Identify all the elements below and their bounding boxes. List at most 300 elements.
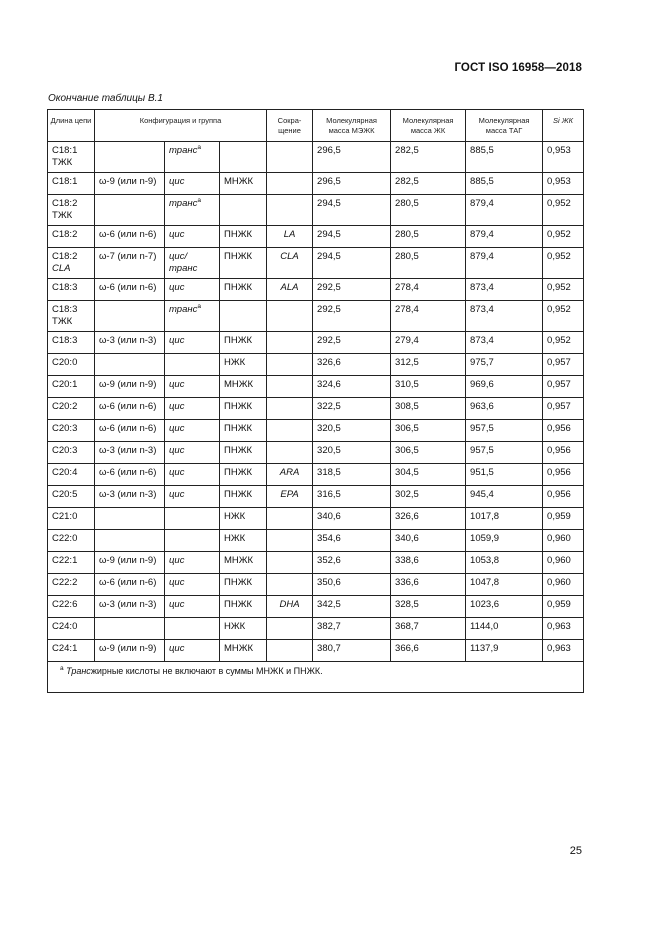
cell-abbreviation <box>267 530 313 552</box>
cell-config <box>165 530 220 552</box>
fa-value: 279,4 <box>395 335 419 346</box>
si-value: 0,952 <box>547 229 571 240</box>
chain-value: C24:1 <box>52 643 78 654</box>
cell-config <box>165 486 220 508</box>
fame-value: 320,5 <box>317 445 341 456</box>
fame-value: 294,5 <box>317 198 341 209</box>
omega-value: ω-9 (или n-9) <box>99 379 157 390</box>
header-abbreviation: Сокра-щение <box>267 110 313 142</box>
cell-mol-mass-tag <box>466 248 543 279</box>
group-value: ПНЖК <box>224 423 252 434</box>
chain-value: C18:1 <box>52 145 78 156</box>
config-value: транс <box>169 198 198 209</box>
cell-abbreviation <box>267 279 313 301</box>
cell-mol-mass-tag <box>466 226 543 248</box>
chain-value: C20:3 <box>52 445 78 456</box>
cell-abbreviation <box>267 248 313 279</box>
config-value: цис <box>169 379 185 390</box>
cell-group <box>220 640 267 662</box>
header-mol-mass-fa: Молекулярная масса ЖК <box>391 110 466 142</box>
cell-mol-mass-fa <box>391 354 466 376</box>
cell-abbreviation <box>267 574 313 596</box>
cell-si <box>543 173 584 195</box>
table-row <box>48 596 584 618</box>
fame-value: 340,6 <box>317 511 341 522</box>
config-value: цис <box>169 229 185 240</box>
cell-si <box>543 332 584 354</box>
tag-value: 969,6 <box>470 379 494 390</box>
fame-value: 294,5 <box>317 251 341 262</box>
si-value: 0,956 <box>547 489 571 500</box>
fa-value: 340,6 <box>395 533 419 544</box>
config-value: цис <box>169 423 185 434</box>
fatty-acids-table <box>47 109 584 693</box>
group-value: НЖК <box>224 357 246 368</box>
config-value: цис <box>169 176 185 187</box>
table-body <box>48 142 584 662</box>
cell-omega <box>95 332 165 354</box>
fa-value: 338,6 <box>395 555 419 566</box>
cell-config <box>165 332 220 354</box>
cell-chain-length <box>48 376 95 398</box>
cell-si <box>543 248 584 279</box>
cell-config <box>165 508 220 530</box>
table-row <box>48 332 584 354</box>
cell-mol-mass-fa <box>391 530 466 552</box>
cell-mol-mass-tag <box>466 332 543 354</box>
cell-mol-mass-fa <box>391 574 466 596</box>
table-row <box>48 173 584 195</box>
chain-value: C18:3 <box>52 304 78 315</box>
fa-value: 302,5 <box>395 489 419 500</box>
cell-mol-mass-fa <box>391 508 466 530</box>
config-value: цис/ <box>169 251 188 262</box>
si-value: 0,956 <box>547 423 571 434</box>
omega-value: ω-7 (или n-7) <box>99 251 157 262</box>
cell-si <box>543 552 584 574</box>
fa-value: 310,5 <box>395 379 419 390</box>
abbreviation-value: DHA <box>279 599 300 610</box>
table-row <box>48 195 584 226</box>
cell-group <box>220 226 267 248</box>
table-row <box>48 354 584 376</box>
config-value: цис <box>169 335 185 346</box>
group-value: НЖК <box>224 511 246 522</box>
si-value: 0,952 <box>547 335 571 346</box>
cell-mol-mass-fame <box>313 301 391 332</box>
table-row <box>48 640 584 662</box>
cell-mol-mass-fa <box>391 618 466 640</box>
group-value: ПНЖК <box>224 445 252 456</box>
fame-value: 382,7 <box>317 621 341 632</box>
cell-abbreviation <box>267 486 313 508</box>
omega-value: ω-6 (или n-6) <box>99 467 157 478</box>
cell-group <box>220 574 267 596</box>
cell-mol-mass-tag <box>466 508 543 530</box>
config-value: цис <box>169 643 185 654</box>
cell-mol-mass-fa <box>391 279 466 301</box>
config-value: цис <box>169 555 185 566</box>
tag-value: 879,4 <box>470 198 494 209</box>
si-value: 0,953 <box>547 145 571 156</box>
cell-mol-mass-tag <box>466 301 543 332</box>
cell-mol-mass-fame <box>313 195 391 226</box>
fa-value: 280,5 <box>395 229 419 240</box>
cell-chain-length <box>48 279 95 301</box>
config-value: цис <box>169 489 185 500</box>
cell-config <box>165 248 220 279</box>
cell-abbreviation <box>267 596 313 618</box>
cell-omega <box>95 142 165 173</box>
omega-value: ω-6 (или n-6) <box>99 577 157 588</box>
si-value: 0,959 <box>547 599 571 610</box>
cell-config <box>165 398 220 420</box>
header-chain-length: Длина цепи <box>48 110 95 142</box>
chain-value: C18:2 <box>52 198 78 209</box>
chain-value: C18:2 <box>52 229 78 240</box>
cell-chain-length <box>48 301 95 332</box>
si-value: 0,956 <box>547 445 571 456</box>
cell-abbreviation <box>267 442 313 464</box>
fame-value: 354,6 <box>317 533 341 544</box>
cell-chain-length <box>48 173 95 195</box>
tag-value: 873,4 <box>470 304 494 315</box>
abbreviation-value: ARA <box>279 467 300 478</box>
cell-chain-length <box>48 640 95 662</box>
chain-value: C22:2 <box>52 577 78 588</box>
chain-value: C20:5 <box>52 489 78 500</box>
cell-si <box>543 354 584 376</box>
cell-group <box>220 552 267 574</box>
si-value: 0,952 <box>547 198 571 209</box>
table-row <box>48 376 584 398</box>
config-value: цис <box>169 467 185 478</box>
cell-mol-mass-tag <box>466 552 543 574</box>
cell-abbreviation <box>267 354 313 376</box>
footnote-marker: a <box>60 665 64 672</box>
cell-group <box>220 398 267 420</box>
cell-si <box>543 442 584 464</box>
fame-value: 292,5 <box>317 304 341 315</box>
abbreviation-value: EPA <box>280 489 299 500</box>
cell-abbreviation <box>267 464 313 486</box>
cell-omega <box>95 508 165 530</box>
cell-mol-mass-fa <box>391 142 466 173</box>
table-header-row <box>48 110 584 142</box>
cell-omega <box>95 226 165 248</box>
si-value: 0,957 <box>547 357 571 368</box>
abbreviation-value: ALA <box>280 282 299 293</box>
fa-value: 326,6 <box>395 511 419 522</box>
cell-omega <box>95 301 165 332</box>
tag-value: 1059,9 <box>470 533 500 544</box>
tag-value: 1017,8 <box>470 511 500 522</box>
cell-abbreviation <box>267 173 313 195</box>
table-row <box>48 508 584 530</box>
table-row <box>48 552 584 574</box>
cell-omega <box>95 486 165 508</box>
abbreviation-value: CLA <box>280 251 299 262</box>
cell-omega <box>95 552 165 574</box>
group-value: МНЖК <box>224 643 254 654</box>
fa-value: 328,5 <box>395 599 419 610</box>
cell-mol-mass-fa <box>391 442 466 464</box>
header-configuration-group: Конфигурация и группа <box>95 110 267 142</box>
cell-chain-length <box>48 195 95 226</box>
fame-value: 380,7 <box>317 643 341 654</box>
fame-value: 342,5 <box>317 599 341 610</box>
cell-group <box>220 354 267 376</box>
document-standard-header: ГОСТ ISO 16958—2018 <box>454 62 582 74</box>
cell-mol-mass-tag <box>466 173 543 195</box>
omega-value: ω-3 (или n-3) <box>99 599 157 610</box>
cell-mol-mass-fame <box>313 173 391 195</box>
group-value: ПНЖК <box>224 335 252 346</box>
fame-value: 352,6 <box>317 555 341 566</box>
si-value: 0,960 <box>547 577 571 588</box>
cell-mol-mass-tag <box>466 195 543 226</box>
si-value: 0,953 <box>547 176 571 187</box>
fame-value: 326,6 <box>317 357 341 368</box>
chain-value: C20:2 <box>52 401 78 412</box>
tag-value: 1047,8 <box>470 577 500 588</box>
cell-omega <box>95 376 165 398</box>
group-value: ПНЖК <box>224 401 252 412</box>
table-row <box>48 486 584 508</box>
cell-group <box>220 508 267 530</box>
omega-value: ω-9 (или n-9) <box>99 555 157 566</box>
si-value: 0,963 <box>547 621 571 632</box>
tag-value: 873,4 <box>470 335 494 346</box>
group-value: ПНЖК <box>224 489 252 500</box>
cell-si <box>543 574 584 596</box>
cell-chain-length <box>48 332 95 354</box>
cell-chain-length <box>48 552 95 574</box>
fa-value: 306,5 <box>395 423 419 434</box>
cell-mol-mass-tag <box>466 596 543 618</box>
config-value: цис <box>169 401 185 412</box>
omega-value: ω-6 (или n-6) <box>99 229 157 240</box>
cell-mol-mass-fa <box>391 226 466 248</box>
cell-omega <box>95 354 165 376</box>
si-value: 0,959 <box>547 511 571 522</box>
cell-abbreviation <box>267 552 313 574</box>
chain-value: C22:6 <box>52 599 78 610</box>
cell-group <box>220 173 267 195</box>
tag-value: 885,5 <box>470 145 494 156</box>
cell-si <box>543 301 584 332</box>
cell-omega <box>95 596 165 618</box>
cell-omega <box>95 640 165 662</box>
cell-abbreviation <box>267 398 313 420</box>
fa-value: 280,5 <box>395 251 419 262</box>
cell-omega <box>95 279 165 301</box>
table-row <box>48 142 584 173</box>
cell-group <box>220 332 267 354</box>
chain-value: C22:1 <box>52 555 78 566</box>
config-footnote-marker: a <box>197 196 201 204</box>
cell-mol-mass-tag <box>466 464 543 486</box>
cell-mol-mass-tag <box>466 142 543 173</box>
tag-value: 951,5 <box>470 467 494 478</box>
fame-value: 324,6 <box>317 379 341 390</box>
tag-value: 885,5 <box>470 176 494 187</box>
tag-value: 945,4 <box>470 489 494 500</box>
cell-omega <box>95 420 165 442</box>
cell-mol-mass-tag <box>466 398 543 420</box>
cell-si <box>543 195 584 226</box>
cell-chain-length <box>48 226 95 248</box>
cell-mol-mass-tag <box>466 279 543 301</box>
group-value: МНЖК <box>224 176 254 187</box>
cell-mol-mass-fa <box>391 596 466 618</box>
omega-value: ω-3 (или n-3) <box>99 489 157 500</box>
page-number: 25 <box>569 845 582 857</box>
cell-group <box>220 420 267 442</box>
cell-mol-mass-fame <box>313 596 391 618</box>
cell-mol-mass-fa <box>391 301 466 332</box>
group-value: НЖК <box>224 533 246 544</box>
si-value: 0,952 <box>547 304 571 315</box>
group-value: ПНЖК <box>224 282 252 293</box>
chain-value: C20:3 <box>52 423 78 434</box>
cell-config <box>165 226 220 248</box>
cell-abbreviation <box>267 226 313 248</box>
table-row <box>48 248 584 279</box>
cell-mol-mass-fame <box>313 332 391 354</box>
group-value: МНЖК <box>224 379 254 390</box>
cell-mol-mass-fame <box>313 142 391 173</box>
cell-config <box>165 618 220 640</box>
config-value: цис <box>169 577 185 588</box>
table-row <box>48 442 584 464</box>
table-row <box>48 301 584 332</box>
header-si-fa: Si ЖК <box>543 110 584 142</box>
table-row <box>48 420 584 442</box>
cell-chain-length <box>48 508 95 530</box>
cell-mol-mass-tag <box>466 574 543 596</box>
cell-config <box>165 195 220 226</box>
si-value: 0,956 <box>547 467 571 478</box>
cell-si <box>543 398 584 420</box>
cell-si <box>543 376 584 398</box>
tag-value: 957,5 <box>470 445 494 456</box>
omega-value: ω-9 (или n-9) <box>99 643 157 654</box>
cell-config <box>165 376 220 398</box>
cell-mol-mass-fa <box>391 420 466 442</box>
fa-value: 304,5 <box>395 467 419 478</box>
cell-mol-mass-fame <box>313 420 391 442</box>
fame-value: 296,5 <box>317 176 341 187</box>
cell-mol-mass-fame <box>313 640 391 662</box>
fa-value: 306,5 <box>395 445 419 456</box>
cell-mol-mass-tag <box>466 376 543 398</box>
si-value: 0,952 <box>547 251 571 262</box>
table-row <box>48 530 584 552</box>
table-caption: Окончание таблицы В.1 <box>48 93 163 104</box>
fa-value: 282,5 <box>395 176 419 187</box>
group-value: ПНЖК <box>224 577 252 588</box>
cell-chain-length <box>48 142 95 173</box>
tag-value: 975,7 <box>470 357 494 368</box>
cell-config <box>165 552 220 574</box>
cell-abbreviation <box>267 195 313 226</box>
cell-mol-mass-tag <box>466 530 543 552</box>
cell-mol-mass-fame <box>313 398 391 420</box>
cell-si <box>543 279 584 301</box>
si-value: 0,952 <box>547 282 571 293</box>
cell-chain-length <box>48 486 95 508</box>
cell-omega <box>95 574 165 596</box>
cell-chain-length <box>48 464 95 486</box>
cell-mol-mass-fa <box>391 332 466 354</box>
cell-config <box>165 442 220 464</box>
cell-mol-mass-fame <box>313 279 391 301</box>
fame-value: 316,5 <box>317 489 341 500</box>
cell-mol-mass-fa <box>391 552 466 574</box>
tag-value: 963,6 <box>470 401 494 412</box>
cell-group <box>220 301 267 332</box>
cell-group <box>220 596 267 618</box>
fa-value: 278,4 <box>395 282 419 293</box>
omega-value: ω-6 (или n-6) <box>99 401 157 412</box>
header-mol-mass-tag: Молекулярная масса ТАГ <box>466 110 543 142</box>
cell-mol-mass-fame <box>313 442 391 464</box>
group-value: ПНЖК <box>224 467 252 478</box>
cell-omega <box>95 530 165 552</box>
chain-value: C22:0 <box>52 533 78 544</box>
cell-config <box>165 173 220 195</box>
fame-value: 322,5 <box>317 401 341 412</box>
cell-abbreviation <box>267 640 313 662</box>
abbreviation-value: LA <box>283 229 296 240</box>
table-row <box>48 226 584 248</box>
config-footnote-marker: a <box>197 302 201 310</box>
fame-value: 294,5 <box>317 229 341 240</box>
cell-omega <box>95 248 165 279</box>
cell-chain-length <box>48 596 95 618</box>
cell-omega <box>95 442 165 464</box>
cell-si <box>543 508 584 530</box>
chain-value: C18:3 <box>52 282 78 293</box>
cell-omega <box>95 618 165 640</box>
cell-mol-mass-fa <box>391 640 466 662</box>
chain-value: C24:0 <box>52 621 78 632</box>
cell-omega <box>95 195 165 226</box>
cell-omega <box>95 398 165 420</box>
config-value: цис <box>169 599 185 610</box>
si-value: 0,957 <box>547 379 571 390</box>
chain-subtype: ТЖК <box>52 210 73 221</box>
cell-group <box>220 195 267 226</box>
cell-mol-mass-tag <box>466 640 543 662</box>
fa-value: 308,5 <box>395 401 419 412</box>
group-value: ПНЖК <box>224 229 252 240</box>
cell-mol-mass-tag <box>466 442 543 464</box>
cell-mol-mass-tag <box>466 354 543 376</box>
table-row <box>48 279 584 301</box>
cell-chain-length <box>48 574 95 596</box>
cell-abbreviation <box>267 420 313 442</box>
tag-value: 873,4 <box>470 282 494 293</box>
cell-group <box>220 442 267 464</box>
tag-value: 1023,6 <box>470 599 500 610</box>
config-value: транс <box>169 145 198 156</box>
cell-omega <box>95 173 165 195</box>
config-value-2: транс <box>169 263 198 274</box>
omega-value: ω-9 (или n-9) <box>99 176 157 187</box>
cell-mol-mass-fa <box>391 376 466 398</box>
